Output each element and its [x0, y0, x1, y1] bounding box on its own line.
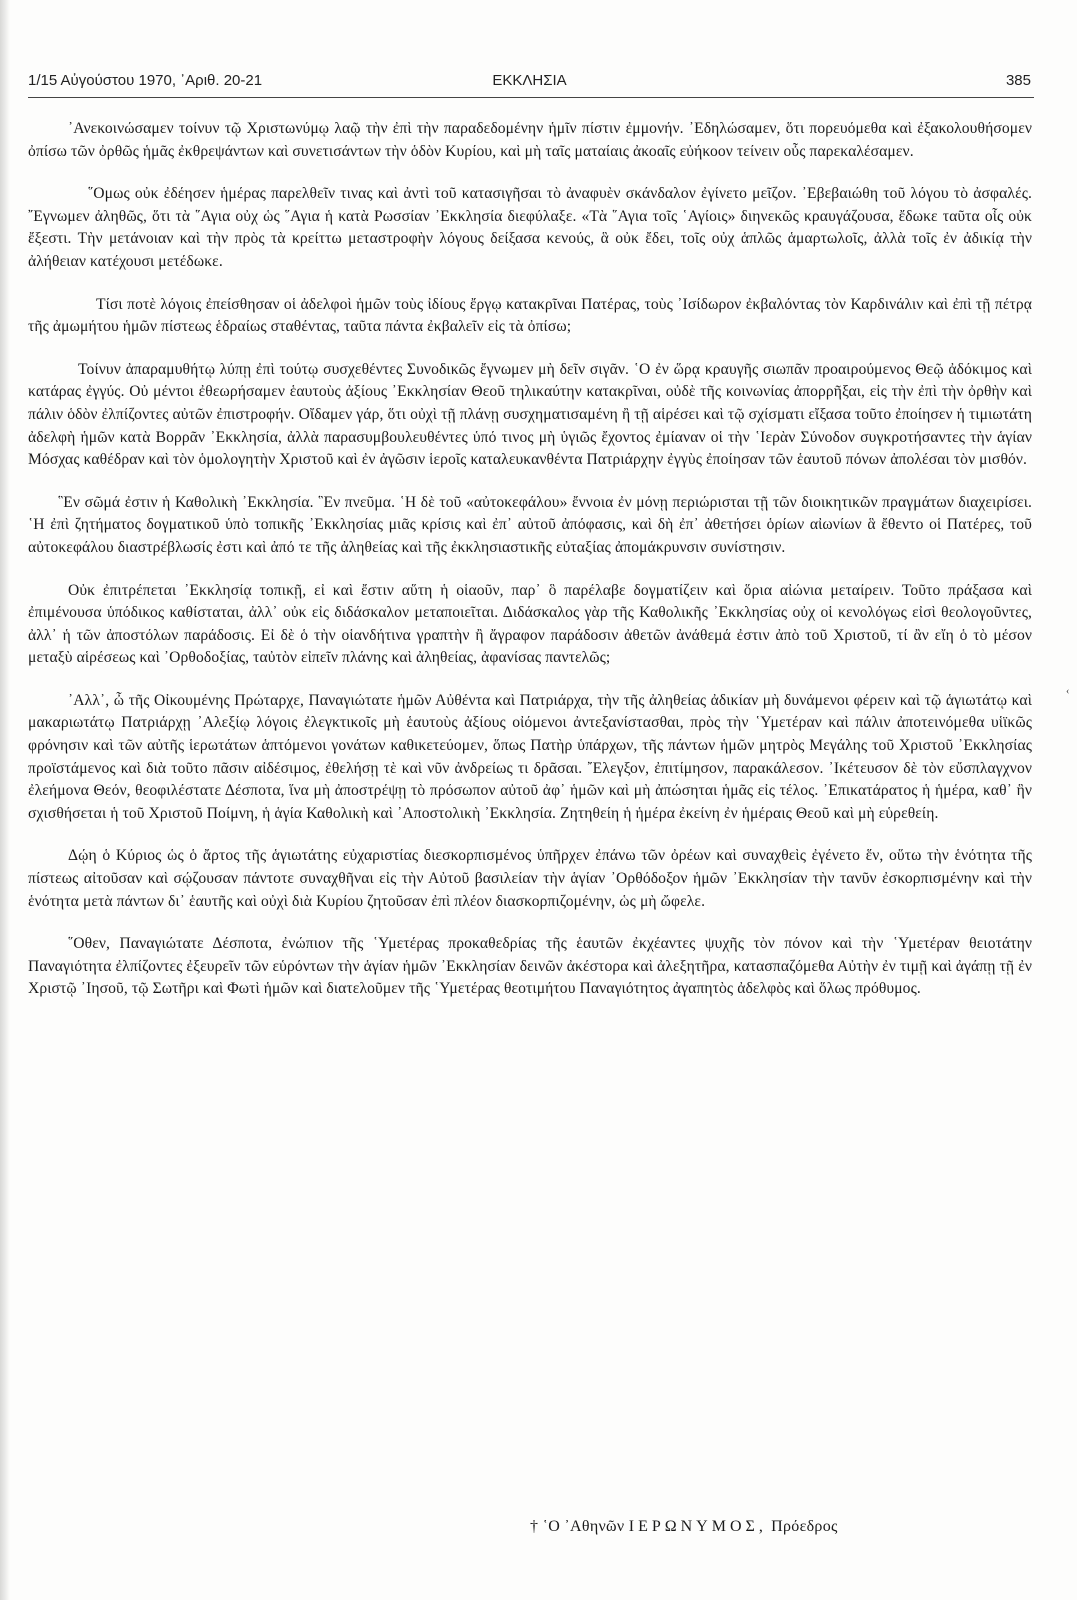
- cross-symbol: †: [530, 1518, 539, 1535]
- running-header: [28, 70, 1031, 96]
- paragraph: Δῴη ὁ Κύριος ὡς ὁ ἄρτος τῆς ἁγιωτάτης εὐχαριστίας διεσκορπισμένος ὑπῆρχεν ἐπάνω τῶν ὀρέων καὶ συναχθεὶς ἐγένετο ἕν, οὕτω τὴν ἑνότητα τῆς πίστεως αἰτοῦσαν καὶ σῴζουσαν πάντοτε συναχθῆναι εἰς τὴν Αὐτοῦ βασιλείαν τὴν ἁγίαν ᾿Ορθόδοξον ἡμῶν ᾿Εκκλησίαν τὴν τανῦν ἐσκορπισμένην καὶ τὴν ἑνότητα μετὰ πάντων δι᾿ ἑαυτῆς καὶ οὐχὶ διὰ Κυρίου ζητοῦσαν ἐπὶ πλέον διασκορπιζομένην, ὡς μὴ ὤφελε.: [28, 847, 1032, 910]
- header-rule: [28, 97, 1034, 98]
- margin-mark: ‹: [1066, 686, 1070, 697]
- paragraph: Οὐκ ἐπιτρέπεται ᾿Εκκλησίᾳ τοπικῇ, εἰ καὶ ἔστιν αὕτη ἡ οἱαοῦν, παρ᾿ ὃ παρέλαβε δογματίζειν καὶ ὅρια αἰώνια μεταίρειν. Τοῦτο πράξασα καὶ ἐπιμένουσα ὑπόδικος καθίσταται, ἀλλ᾿ οὐκ εἰς διδάσκαλον μεταποιεῖται. Διδάσκαλος γὰρ τῆς Καθολικῆς ᾿Εκκλησίας οὐχ οἱ κενολόγως εἰσὶ θεολογοῦντες, ἀλλ᾿ ἡ τῶν ἀποστόλων παράδοσις. Εἰ δὲ ὁ τὴν οἱανδήτινα γραπτὴν ἢ ἄγραφον παράδοσιν ἀθετῶν ἀνάθεμά ἐστιν ἀπὸ τοῦ Χριστοῦ, τί ἂν εἴη ὁ τὸ μέσον μεταξὺ αἱρέσεως καὶ ᾿Ορθοδοξίας, ταὐτὸν εἰπεῖν πλάνης καὶ ἀληθείας, ἀφανίσας παντελῶς;: [28, 581, 1032, 667]
- signatory-name: ΙΕΡΩΝΥΜΟΣ,: [628, 1518, 767, 1535]
- paragraph: ῞Ομως οὐκ ἐδέησεν ἡμέρας παρελθεῖν τινας καὶ ἀντὶ τοῦ κατασιγῆσαι τὸ ἀναφυὲν σκάνδαλον ἐγίνετο μεῖζον. ᾿Εβεβαιώθη τοῦ λόγου τὸ ἀσφαλές. ῎Εγνωμεν ἀληθῶς, ὅτι τὰ ῞Αγια οὐχ ὡς ῞Αγια ἡ κατὰ Ρωσσίαν ᾿Εκκλησία διεφύλαξε. «Τὰ ῞Αγια τοῖς ῾Αγίοις» διηνεκῶς κραυγάζουσα, ἔδωκε ταῦτα οἷς οὐκ ἔξεστι. Τὴν μετάνοιαν καὶ τὴν πρὸς τὰ κρείττω μεταστροφὴν λόγους δείξασα κενούς, ἃ οὐκ ἔδει, τοῖς οὐχ ἁπλῶς ἁμαρτωλοῖς, ἀλλὰ τοῖς ἐν ἀδικίᾳ τὴν ἀλήθειαν κατέχουσι μετέδωκε.: [28, 185, 1032, 270]
- paragraph: ᾿Αλλ᾿, ὦ τῆς Οἰκουμένης Πρώταρχε, Παναγιώτατε ἡμῶν Αὐθέντα καὶ Πατριάρχα, τὴν τῆς ἀληθείας ἀδικίαν μὴ δυνάμενοι φέρειν καὶ τῷ ἁγιωτάτῳ καὶ μακαριωτάτῳ Πατριάρχῃ ᾿Αλεξίῳ λόγοις ἐλεγκτικοῖς μὴ ἑαυτοὺς ἀξίους οἰόμενοι ἀντεξανίστασθαι, πρὸς τὴν ῾Υμετέραν καὶ πάλιν ἀποτεινόμεθα υἱϊκῶς φρόνησιν καὶ τῶν αὐτῆς ἱερωτάτων ἁπτόμενοι γονάτων καθικετεύομεν, ὅπως Πατὴρ ὑπάρχων, τῆς πάντων ἡμῶν μητρὸς Μεγάλης τοῦ Χριστοῦ ᾿Εκκλησίας προϊστάμενος καὶ διὰ τοῦτο πᾶσιν αἰδέσιμος, ἐθελήσῃ τὲ καὶ νῦν ἀνδρείως τι δρᾶσαι. ῎Ελεγξον, ἐπιτίμησον, παρακάλεσον. ᾿Ικέτευσον δὲ τὸν εὔσπλαγχνον ἐλεήμονα Θεόν, θεοφιλέστατε Δέσποτα, ἵνα μὴ ἀποστρέψῃ τὸ πρόσωπον αὐτοῦ ἀφ᾿ ἡμῶν καὶ μὴ ἀπώσηται ἡμᾶς εἰς τέλος. ᾿Επικατάρατος ἡ ἡμέρα, καθ᾿ ἣν σχισθήσεται ἡ τοῦ Χριστοῦ Ποίμνη, ἡ ἁγία Καθολικὴ καὶ ᾿Αποστολικὴ ᾿Εκκλησία. Ζητηθείη ἡ ἡμέρα ἐκείνη ἐν ἡμέραις Θεοῦ καὶ μὴ εὑρεθείη.: [28, 691, 1032, 822]
- paragraph: ῞Οθεν, Παναγιώτατε Δέσποτα, ἐνώπιον τῆς ῾Υμετέρας προκαθεδρίας τῆς ἑαυτῶν ἐκχέαντες ψυχῆς τὸν πόνον καὶ τὴν ῾Υμετέραν θειοτάτην Παναγιότητα ἐλπίζοντες ἐξευρεῖν τῶν εὑρόντων τὴν ἁγίαν ἡμῶν ᾿Εκκλησίαν δεινῶν ἀκέστορα καὶ ἀλεξητῆρα, κατασπαζόμεθα Αὐτὴν ἐν τιμῇ καὶ ἀγάπῃ τῇ ἐν Χριστῷ ᾿Ιησοῦ, τῷ Σωτῆρι καὶ Φωτὶ ἡμῶν καὶ διατελοῦμεν τῆς ῾Υμετέρας θεοτιμήτου Παναγιότητος ἀγαπητὸς ἀδελφὸς καὶ ὅλως πρόθυμος.: [28, 935, 1032, 998]
- signature-line: [530, 1518, 1030, 1536]
- paragraph: ῝Εν σῶμά ἐστιν ἡ Καθολικὴ ᾿Εκκλησία. ῝Εν πνεῦμα. ῾Η δὲ τοῦ «αὐτοκεφάλου» ἔννοια ἐν μόνῃ περιώρισται τῇ τῶν διοικητικῶν πραγμάτων διαχειρίσει. ῾Η ἐπὶ ζητήματος δογματικοῦ ὑπὸ τοπικῆς ᾿Εκκλησίας μιᾶς κρίσις καὶ ἐπ᾿ αὐτοῦ ἀπόφασις, καὶ δὴ ἐπ᾿ ἀθετήσει ὁρίων αἰωνίων ἃ ἔθεντο οἱ Πατέρες, τοῦ αὐτοκεφάλου διαστρέβλωσίς ἐστι καὶ ἀπό τε τῆς ἀληθείας καὶ τῆς ἐκκλησιαστικῆς εὐταξίας ἀπομάκρυνσιν συνίστησιν.: [28, 493, 1032, 556]
- header-page-number: 385: [1005, 72, 1031, 89]
- signature-prefix: ῾Ο ᾿Αθηνῶν: [542, 1518, 625, 1535]
- article-body: [28, 118, 1032, 1021]
- signatory-title: Πρόεδρος: [771, 1518, 838, 1535]
- paragraph: Τοίνυν ἀπαραμυθήτῳ λύπῃ ἐπὶ τούτῳ συσχεθέντες Συνοδικῶς ἔγνωμεν μὴ δεῖν σιγᾶν. ῾Ο ἐν ὥρᾳ κραυγῆς σιωπᾶν προαιρούμενος Θεῷ ἀδόκιμος καὶ κατάρας ἐγγύς. Οὐ μέντοι ἐθεωρήσαμεν ἑαυτοὺς ἀξίους ᾿Εκκλησίαν Θεοῦ τηλικαύτην κατακρῖναι, οὐδὲ τῆς κοινωνίας ἀπορρῆξαι, εἰς τὴν ἐπὶ τὴν ὀρθὴν καὶ πάλιν ὁδὸν ἐλπίζοντες αὐτῶν ἐπιστροφήν. Οἴδαμεν γάρ, ὅτι οὐχὶ τῇ πλάνῃ συσχηματισαμένη ἢ τῇ αἱρέσει καὶ τῷ σχίσματι εἴξασα τοῦτο ἐποίησεν ἡ τιμιωτάτη ἀδελφὴ ἡμῶν κατὰ Βορρᾶν ᾿Εκκλησία, ἀλλὰ παρασυμβουλευθέντες ὑπό τινος μὴ ὑγιῶς ἔχοντος ἐμίαναν οἱ τὴν ῾Ιερὰν Σύνοδον συγκροτήσαντες τὴν ἁγίαν Μόσχας καθέδραν καὶ τὸν ὁμολογητὴν Χριστοῦ καὶ ἐν ἀγῶσιν ἱεροῖς καταλευκανθέντα Πατριάρχην ἐγγὺς ἐποίησαν τῶν ἑαυτοῦ πόνων ἀπολέσαι τὸν μισθόν.: [28, 360, 1032, 469]
- paragraph: Τίσι ποτὲ λόγοις ἐπείσθησαν οἱ ἀδελφοὶ ἡμῶν τοὺς ἰδίους ἔργῳ κατακρῖναι Πατέρας, τοὺς ᾿Ισίδωρον ἐκβαλόντας τὸν Καρδινάλιν καὶ ἐπὶ τῇ πέτρᾳ τῆς ἀμωμήτου ἡμῶν πίστεως ἑδραίως σταθέντας, ταῦτα πάντα ἐκβαλεῖν εἰς τὰ ὀπίσω;: [28, 295, 1032, 336]
- paragraph: ᾿Ανεκοινώσαμεν τοίνυν τῷ Χριστωνύμῳ λαῷ τὴν ἐπὶ τὴν παραδεδομένην ἡμῖν πίστιν ἐμμονήν. ᾿Εδηλώσαμεν, ὅτι πορευόμεθα καὶ ἐξακολουθήσομεν ὀπίσω τῶν ὀρθῶς ἡμᾶς ἐκθρεψάντων καὶ συνετισάντων τὴν ὁδὸν Κυρίου, καὶ μὴ ταῖς ματαίαις ἀκοαῖς εὐήκοον τείνειν οὖς παρεκαλέσαμεν.: [28, 120, 1032, 160]
- scan-edge-shadow: [0, 0, 10, 1600]
- header-issue-date: 1/15 Αὐγούστου 1970, ᾿Αριθ. 20-21: [28, 72, 263, 89]
- header-journal-title: ΕΚΚΛΗΣΙΑ: [492, 72, 567, 89]
